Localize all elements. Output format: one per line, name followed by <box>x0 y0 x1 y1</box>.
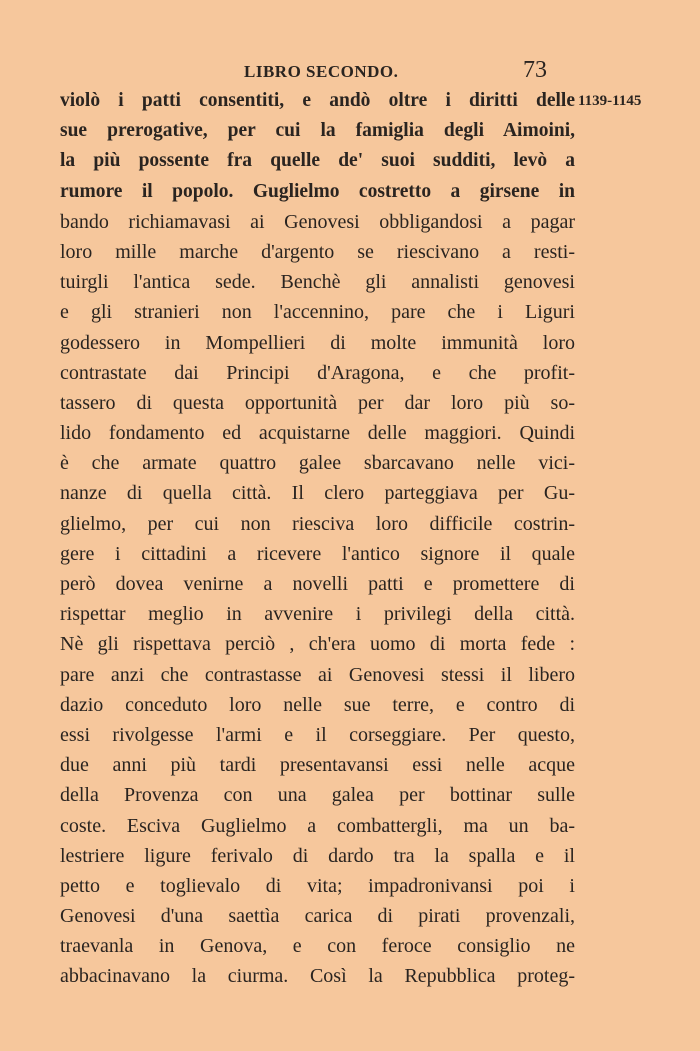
text-line: godessero in Mompellieri di molte immunità loro <box>60 331 575 354</box>
text-line: due anni più tardi presentavansi essi nelle acque <box>60 754 575 777</box>
text-line: essi rivolgesse l'armi e il corseggiare. Per questo, <box>60 723 575 746</box>
text-line: traevanla in Genova, e con feroce consiglio ne <box>60 935 575 958</box>
text-line: della Provenza con una galea per bottinar sulle <box>60 784 575 807</box>
text-line: abbacinavano la ciurma. Così la Repubblica proteg- <box>60 965 575 988</box>
text-line: tuirgli l'antica sede. Benchè gli annalisti genovesi <box>60 271 575 294</box>
text-line: lido fondamento ed acquistarne delle maggiori. Quindi <box>60 422 575 445</box>
text-line: e gli stranieri non l'accennino, pare che i Liguri <box>60 301 575 324</box>
text-line: Nè gli rispettava perciò , ch'era uomo di morta fede : <box>60 633 575 656</box>
text-line: rispettar meglio in avvenire i privilegi della città. <box>60 603 575 626</box>
text-line: rumore il popolo. Guglielmo costretto a girsene in <box>60 180 575 202</box>
running-title: LIBRO SECONDO. <box>244 62 399 81</box>
body-text <box>60 86 575 992</box>
text-line: sue prerogative, per cui la famiglia degli Aimoini, <box>60 120 575 142</box>
text-line: la più possente fra quelle de' suoi sudditi, levò a <box>60 150 575 172</box>
text-line: lestriere ligure ferivalo di dardo tra la spalla e il <box>60 844 575 867</box>
text-line: loro mille marche d'argento se riescivano a resti- <box>60 240 575 263</box>
text-line: dazio conceduto loro nelle sue terre, e contro di <box>60 693 575 716</box>
text-line: petto e toglievalo di vita; impadronivansi poi i <box>60 874 575 897</box>
text-line: pare anzi che contrastasse ai Genovesi stessi il libero <box>60 663 575 686</box>
text-line: violò i patti consentiti, e andò oltre i diritti delle <box>60 90 575 111</box>
text-line: Genovesi d'una saettìa carica di pirati provenzali, <box>60 905 575 928</box>
text-line: coste. Esciva Guglielmo a combattergli, ma un ba- <box>60 814 575 837</box>
text-line: nanze di quella città. Il clero parteggiava per Gu- <box>60 482 575 505</box>
margin-date-note: 1139-1145 <box>578 93 642 109</box>
text-line: bando richiamavasi ai Genovesi obbligandosi a pagar <box>60 210 575 233</box>
text-line: gere i cittadini a ricevere l'antico signore il quale <box>60 542 575 565</box>
text-line: contrastate dai Principi d'Aragona, e che profit- <box>60 361 575 384</box>
running-head <box>0 57 700 88</box>
text-line: è che armate quattro galee sbarcavano nelle vici- <box>60 452 575 475</box>
text-line: glielmo, per cui non riesciva loro difficile costrin- <box>60 512 575 535</box>
text-line: però dovea venirne a novelli patti e promettere di <box>60 573 575 595</box>
page-number: 73 <box>523 57 547 83</box>
text-line: tassero di questa opportunità per dar loro più so- <box>60 391 575 414</box>
